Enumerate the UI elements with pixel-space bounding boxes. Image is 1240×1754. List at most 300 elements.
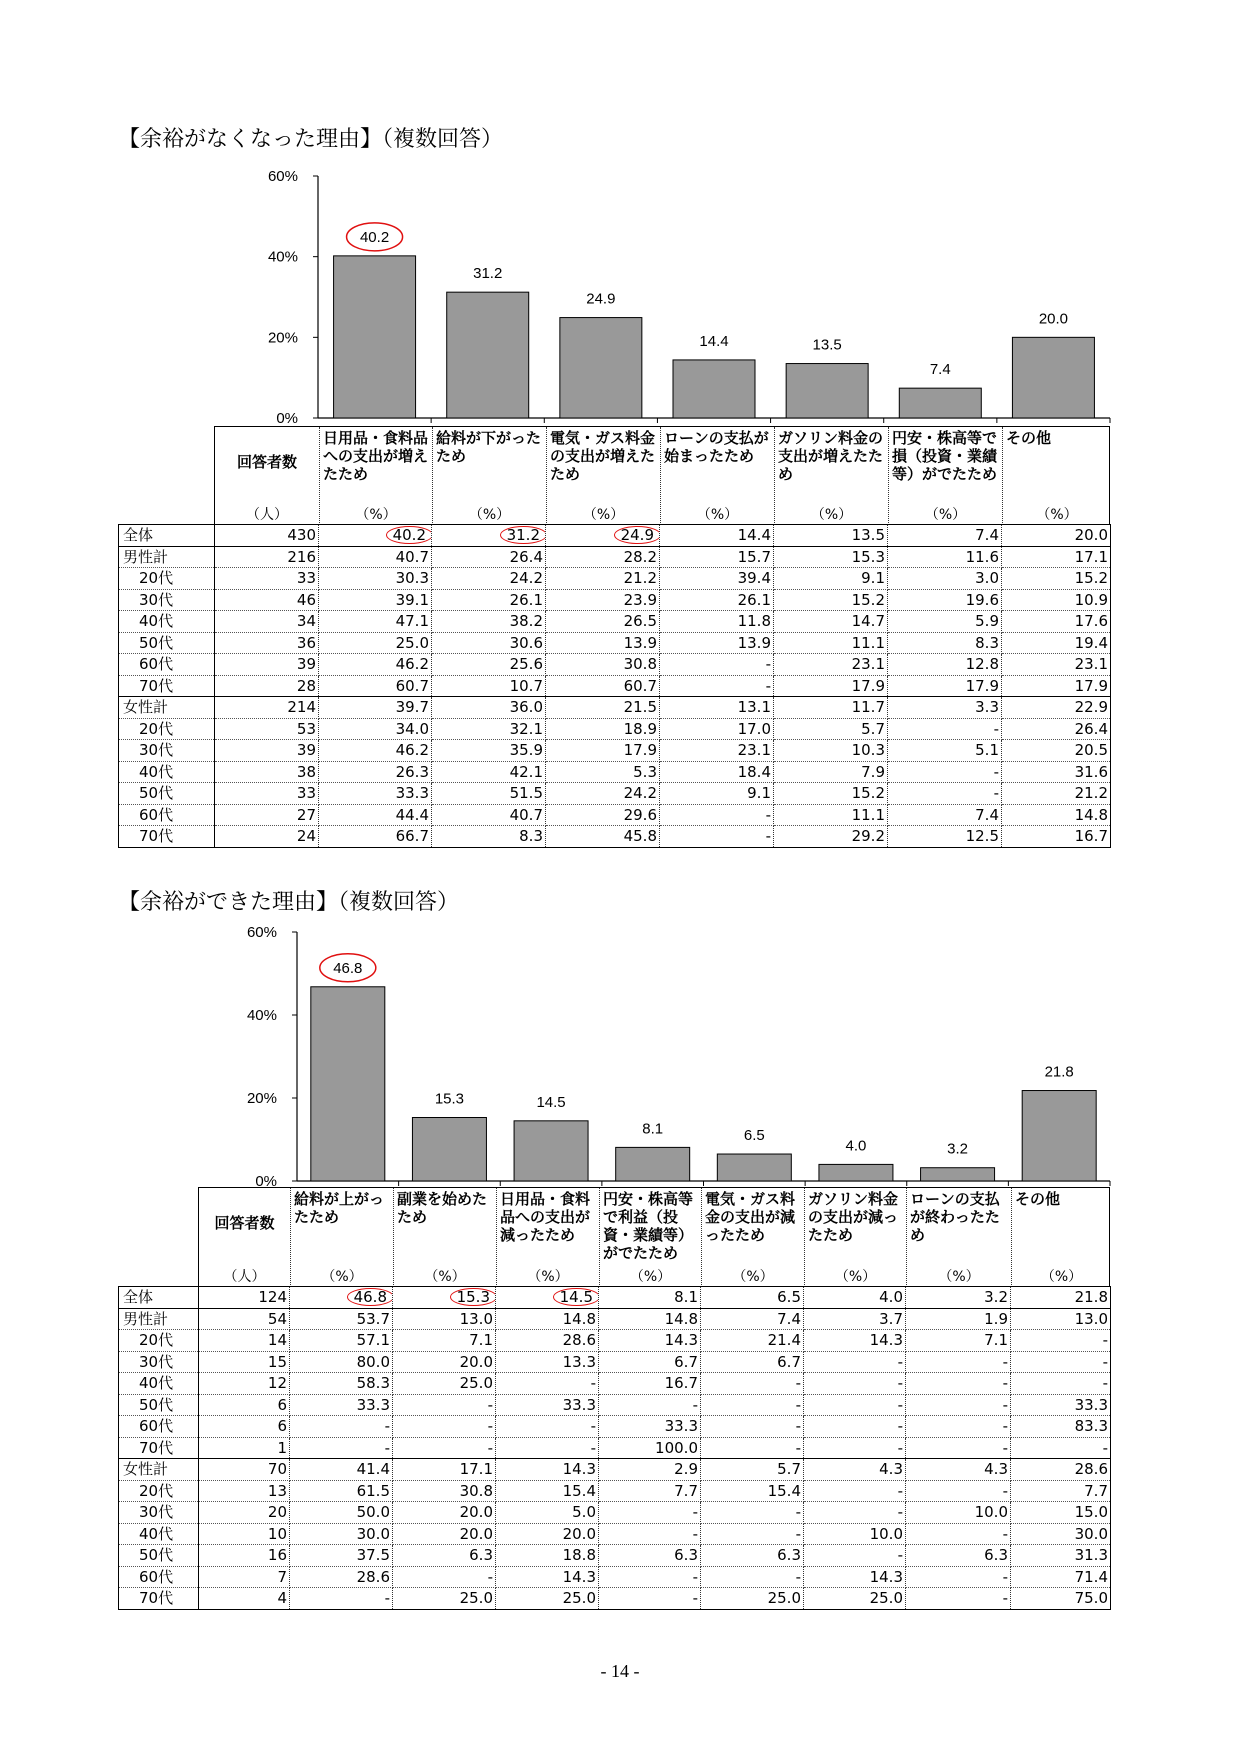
percent-cell: - <box>701 1523 804 1545</box>
percent-cell: 13.0 <box>1011 1308 1111 1330</box>
percent-cell: 51.5 <box>432 783 546 805</box>
table-row <box>119 1480 1111 1502</box>
percent-cell: - <box>804 1502 906 1524</box>
percent-cell: - <box>906 1351 1011 1373</box>
percent-cell: 10.0 <box>804 1523 906 1545</box>
percent-cell: 66.7 <box>319 826 432 848</box>
table-row <box>119 783 1111 805</box>
percent-cell: 17.9 <box>888 675 1002 697</box>
percent-cell: 23.1 <box>774 654 888 676</box>
row-label: 70代 <box>119 675 215 697</box>
percent-cell: 5.1 <box>888 740 1002 762</box>
row-label: 30代 <box>119 740 215 762</box>
header-column <box>1011 1188 1111 1287</box>
respondent-count: 216 <box>215 546 319 568</box>
table-row <box>119 718 1111 740</box>
percent-cell: 23.9 <box>546 589 660 611</box>
percent-cell: 7.9 <box>774 761 888 783</box>
percent-cell: 17.6 <box>1002 611 1111 633</box>
percent-cell: 6.7 <box>701 1351 804 1373</box>
percent-cell <box>319 525 432 547</box>
percent-cell: 14.8 <box>1002 804 1111 826</box>
percent-cell: 8.3 <box>888 632 1002 654</box>
header-column <box>1002 427 1111 525</box>
percent-cell: - <box>599 1566 701 1588</box>
percent-cell: 26.4 <box>432 546 546 568</box>
percent-cell: 15.2 <box>774 589 888 611</box>
header-respondents <box>199 1188 290 1287</box>
percent-cell: 5.7 <box>774 718 888 740</box>
chart1-data-label: 7.4 <box>929 361 951 379</box>
row-label: 40代 <box>119 1373 199 1395</box>
chart1-data-label: 20.0 <box>1038 310 1069 328</box>
respondent-count: 39 <box>215 654 319 676</box>
table-row <box>119 804 1111 826</box>
row-label: 60代 <box>119 654 215 676</box>
percent-cell: 50.0 <box>290 1502 393 1524</box>
table-row <box>119 1566 1111 1588</box>
percent-cell <box>496 1287 599 1309</box>
percent-cell: 5.9 <box>888 611 1002 633</box>
percent-cell: 20.5 <box>1002 740 1111 762</box>
percent-cell: 20.0 <box>496 1523 599 1545</box>
percent-cell: 7.1 <box>906 1330 1011 1352</box>
percent-cell: - <box>701 1416 804 1438</box>
percent-cell: - <box>393 1437 496 1459</box>
header-column <box>774 427 888 525</box>
percent-cell: 18.4 <box>660 761 774 783</box>
respondent-count: 124 <box>199 1287 290 1309</box>
percent-cell: 25.0 <box>319 632 432 654</box>
percent-cell: - <box>888 718 1002 740</box>
percent-cell: 14.3 <box>804 1330 906 1352</box>
percent-cell: - <box>906 1416 1011 1438</box>
chart1-bar <box>334 256 416 418</box>
header-column <box>660 427 774 525</box>
percent-cell: 14.8 <box>599 1308 701 1330</box>
percent-cell: - <box>660 654 774 676</box>
respondent-count: 13 <box>199 1480 290 1502</box>
row-label: 70代 <box>119 826 215 848</box>
respondent-count: 214 <box>215 697 319 719</box>
chart2-data-label: 6.5 <box>743 1127 765 1145</box>
percent-cell: 83.3 <box>1011 1416 1111 1438</box>
percent-cell: 33.3 <box>599 1416 701 1438</box>
percent-cell: 15.0 <box>1011 1502 1111 1524</box>
percent-cell: 15.2 <box>774 783 888 805</box>
respondent-count: 33 <box>215 568 319 590</box>
percent-cell: 25.0 <box>393 1588 496 1610</box>
table-row <box>119 611 1111 633</box>
percent-cell: 8.3 <box>432 826 546 848</box>
respondent-count: 6 <box>199 1416 290 1438</box>
table-row <box>119 1523 1111 1545</box>
percent-cell: - <box>701 1394 804 1416</box>
percent-cell: 15.2 <box>1002 568 1111 590</box>
percent-cell: 13.1 <box>660 697 774 719</box>
respondent-count: 16 <box>199 1545 290 1567</box>
percent-cell: 10.7 <box>432 675 546 697</box>
percent-cell: - <box>906 1566 1011 1588</box>
percent-cell: 5.0 <box>496 1502 599 1524</box>
chart1-data-label: 24.9 <box>586 290 616 308</box>
chart2-data-label: 15.3 <box>434 1090 465 1108</box>
percent-cell: 20.0 <box>393 1502 496 1524</box>
percent-cell: 4.3 <box>906 1459 1011 1481</box>
chart2-data-label: 4.0 <box>845 1137 867 1155</box>
percent-cell: 37.5 <box>290 1545 393 1567</box>
header-column-unit: （%） <box>924 507 967 523</box>
chart2-y-tick-label: 20% <box>246 1090 277 1107</box>
percent-cell: 14.7 <box>774 611 888 633</box>
row-label: 30代 <box>119 1502 199 1524</box>
percent-cell: 7.7 <box>599 1480 701 1502</box>
respondent-count: 70 <box>199 1459 290 1481</box>
percent-cell: - <box>660 675 774 697</box>
chart2-y-tick-label: 40% <box>246 1007 277 1024</box>
header-column-label: 電気・ガス料金の支出が減ったため <box>705 1190 796 1244</box>
percent-cell: 9.1 <box>774 568 888 590</box>
percent-cell: - <box>1011 1437 1111 1459</box>
chart1-y-tick-label: 0% <box>276 410 298 427</box>
header-column-label: 電気・ガス料金の支出が増えたため <box>550 429 656 483</box>
header-column-unit: （%） <box>629 1269 672 1285</box>
table-row <box>119 1373 1111 1395</box>
percent-cell: 7.4 <box>888 804 1002 826</box>
percent-cell: 60.7 <box>546 675 660 697</box>
percent-cell: 44.4 <box>319 804 432 826</box>
percent-cell: 58.3 <box>290 1373 393 1395</box>
percent-cell: 25.6 <box>432 654 546 676</box>
highlight-ring: 24.9 <box>614 526 660 544</box>
percent-cell: 22.9 <box>1002 697 1111 719</box>
table-row <box>119 1416 1111 1438</box>
chart1-data-label: 40.2 <box>359 228 390 246</box>
percent-cell: 30.3 <box>319 568 432 590</box>
row-label: 女性計 <box>119 1459 199 1481</box>
percent-cell: 16.7 <box>599 1373 701 1395</box>
header-column-unit: （%） <box>696 507 739 523</box>
percent-cell: 17.9 <box>1002 675 1111 697</box>
chart2-bar <box>819 1164 893 1181</box>
header-column-label: 副業を始めたため <box>397 1190 488 1226</box>
header-column-unit: （%） <box>1036 507 1078 523</box>
chart1-bar <box>899 388 981 418</box>
percent-cell: 25.0 <box>804 1588 906 1610</box>
percent-cell: 30.8 <box>546 654 660 676</box>
percent-cell: 18.9 <box>546 718 660 740</box>
chart2-bar <box>616 1147 690 1181</box>
percent-cell: 11.8 <box>660 611 774 633</box>
percent-cell: 80.0 <box>290 1351 393 1373</box>
percent-cell: 19.6 <box>888 589 1002 611</box>
percent-cell: 23.1 <box>1002 654 1111 676</box>
chart1-y-tick-label: 60% <box>267 168 298 185</box>
respondent-count: 27 <box>215 804 319 826</box>
chart1-bar <box>673 360 755 418</box>
percent-cell <box>546 525 660 547</box>
respondent-count: 53 <box>215 718 319 740</box>
percent-cell: 19.4 <box>1002 632 1111 654</box>
percent-cell: 42.1 <box>432 761 546 783</box>
percent-cell: - <box>906 1480 1011 1502</box>
percent-cell: 17.0 <box>660 718 774 740</box>
header-column <box>546 427 660 525</box>
header-column <box>496 1188 599 1287</box>
row-label: 20代 <box>119 1480 199 1502</box>
chart2-y-tick-label: 0% <box>255 1173 277 1190</box>
percent-cell: 14.3 <box>496 1459 599 1481</box>
chart2-bar <box>921 1168 995 1181</box>
chart2-bar <box>412 1118 486 1181</box>
percent-cell: 3.3 <box>888 697 1002 719</box>
row-label: 20代 <box>119 568 215 590</box>
percent-cell: 12.8 <box>888 654 1002 676</box>
chart1-data-label: 13.5 <box>812 336 842 354</box>
chart1-data-label: 31.2 <box>473 265 503 283</box>
percent-cell: 6.7 <box>599 1351 701 1373</box>
chart1-bar <box>1012 337 1094 418</box>
header-respondents <box>215 427 319 525</box>
row-label: 全体 <box>119 525 215 547</box>
percent-cell: - <box>599 1394 701 1416</box>
percent-cell <box>432 525 546 547</box>
row-label: 男性計 <box>119 546 215 568</box>
percent-cell: 7.1 <box>393 1330 496 1352</box>
percent-cell: 46.2 <box>319 740 432 762</box>
percent-cell: - <box>496 1373 599 1395</box>
row-label: 50代 <box>119 783 215 805</box>
percent-cell: 21.4 <box>701 1330 804 1352</box>
header-column-unit: （%） <box>355 507 397 523</box>
percent-cell: 24.2 <box>432 568 546 590</box>
table-row <box>119 740 1111 762</box>
percent-cell: 31.6 <box>1002 761 1111 783</box>
percent-cell: 25.0 <box>496 1588 599 1610</box>
table-row <box>119 589 1111 611</box>
row-label: 50代 <box>119 1545 199 1567</box>
percent-cell: 12.5 <box>888 826 1002 848</box>
percent-cell: - <box>1011 1330 1111 1352</box>
percent-cell: - <box>701 1566 804 1588</box>
header-column-unit: （%） <box>424 1269 466 1285</box>
header-column-unit: （%） <box>527 1269 569 1285</box>
percent-cell: 29.6 <box>546 804 660 826</box>
chart2-y-tick-label: 60% <box>246 924 277 941</box>
percent-cell: 61.5 <box>290 1480 393 1502</box>
percent-cell: 11.1 <box>774 632 888 654</box>
header-column <box>393 1188 496 1287</box>
percent-cell: 28.6 <box>290 1566 393 1588</box>
percent-cell: 33.3 <box>290 1394 393 1416</box>
percent-cell: 28.6 <box>1011 1459 1111 1481</box>
header-respondents-unit: （人） <box>246 507 288 523</box>
header-column-label: 日用品・食料品への支出が増えたため <box>323 429 429 483</box>
header-column <box>888 427 1002 525</box>
percent-cell: 10.0 <box>906 1502 1011 1524</box>
percent-cell: 9.1 <box>660 783 774 805</box>
header-column-label: ローンの支払が始まったため <box>664 429 769 465</box>
row-label: 40代 <box>119 611 215 633</box>
highlight-ring: 14.5 <box>553 1288 599 1306</box>
table-row <box>119 654 1111 676</box>
percent-cell: - <box>290 1588 393 1610</box>
percent-cell: 33.3 <box>319 783 432 805</box>
percent-cell: 31.3 <box>1011 1545 1111 1567</box>
percent-cell: - <box>804 1351 906 1373</box>
header-column-unit: （%） <box>938 1269 980 1285</box>
percent-cell: 25.0 <box>393 1373 496 1395</box>
header-column-unit: （%） <box>732 1269 774 1285</box>
percent-cell: 3.2 <box>906 1287 1011 1309</box>
percent-cell: - <box>888 761 1002 783</box>
percent-cell: - <box>906 1437 1011 1459</box>
table-row <box>119 1545 1111 1567</box>
percent-cell: - <box>393 1416 496 1438</box>
percent-cell: 7.4 <box>701 1308 804 1330</box>
percent-cell: - <box>701 1437 804 1459</box>
percent-cell: 45.8 <box>546 826 660 848</box>
percent-cell: 39.1 <box>319 589 432 611</box>
percent-cell: 28.2 <box>546 546 660 568</box>
section2-table <box>118 1286 1111 1610</box>
section1-table-header <box>214 426 1110 525</box>
percent-cell: 14.3 <box>496 1566 599 1588</box>
percent-cell: 24.2 <box>546 783 660 805</box>
percent-cell: 39.7 <box>319 697 432 719</box>
percent-cell: 6.5 <box>701 1287 804 1309</box>
percent-cell: 14.3 <box>599 1330 701 1352</box>
percent-cell: 2.9 <box>599 1459 701 1481</box>
percent-cell: 8.1 <box>599 1287 701 1309</box>
chart2-data-label: 14.5 <box>536 1093 566 1111</box>
percent-cell: 26.1 <box>660 589 774 611</box>
row-label: 30代 <box>119 1351 199 1373</box>
respondent-count: 36 <box>215 632 319 654</box>
respondent-count: 20 <box>199 1502 290 1524</box>
percent-cell: 21.5 <box>546 697 660 719</box>
percent-cell: 28.6 <box>496 1330 599 1352</box>
percent-cell: 4.3 <box>804 1459 906 1481</box>
header-column <box>599 1188 701 1287</box>
percent-cell: - <box>804 1394 906 1416</box>
row-label: 40代 <box>119 1523 199 1545</box>
percent-cell: - <box>599 1588 701 1610</box>
table-row <box>119 826 1111 848</box>
percent-cell: 30.0 <box>1011 1523 1111 1545</box>
percent-cell: 14.8 <box>496 1308 599 1330</box>
percent-cell: 10.9 <box>1002 589 1111 611</box>
percent-cell <box>290 1287 393 1309</box>
respondent-count: 28 <box>215 675 319 697</box>
chart1-bar <box>560 318 642 418</box>
percent-cell: 40.7 <box>432 804 546 826</box>
percent-cell: 46.2 <box>319 654 432 676</box>
percent-cell: - <box>906 1588 1011 1610</box>
percent-cell: 57.1 <box>290 1330 393 1352</box>
percent-cell: - <box>804 1480 906 1502</box>
table-row <box>119 632 1111 654</box>
percent-cell: 23.1 <box>660 740 774 762</box>
header-column-label: その他 <box>1006 429 1052 447</box>
respondent-count: 10 <box>199 1523 290 1545</box>
percent-cell: - <box>660 826 774 848</box>
table-row <box>119 568 1111 590</box>
highlight-ring: 40.2 <box>386 526 432 544</box>
percent-cell: 25.0 <box>701 1588 804 1610</box>
percent-cell: 3.0 <box>888 568 1002 590</box>
row-label: 20代 <box>119 1330 199 1352</box>
percent-cell: 20.0 <box>393 1351 496 1373</box>
percent-cell: - <box>906 1523 1011 1545</box>
header-respondents-unit: （人） <box>223 1269 266 1285</box>
table-row <box>119 1459 1111 1481</box>
row-label: 70代 <box>119 1588 199 1610</box>
percent-cell: 17.1 <box>393 1459 496 1481</box>
percent-cell: - <box>1011 1351 1111 1373</box>
respondent-count: 4 <box>199 1588 290 1610</box>
percent-cell: - <box>1011 1373 1111 1395</box>
header-column-unit: （%） <box>810 507 853 523</box>
percent-cell: 39.4 <box>660 568 774 590</box>
respondent-count: 39 <box>215 740 319 762</box>
percent-cell: 29.2 <box>774 826 888 848</box>
respondent-count: 430 <box>215 525 319 547</box>
percent-cell: 18.8 <box>496 1545 599 1567</box>
chart2-data-label: 3.2 <box>947 1140 968 1158</box>
table-row <box>119 1330 1111 1352</box>
row-label: 60代 <box>119 1566 199 1588</box>
header-column-label: 円安・株高等で損（投資・業績等）がでたため <box>892 429 998 483</box>
respondent-count: 54 <box>199 1308 290 1330</box>
percent-cell: 7.4 <box>888 525 1002 547</box>
highlight-ring: 31.2 <box>500 526 546 544</box>
percent-cell: 21.8 <box>1011 1287 1111 1309</box>
chart1-data-label: 14.4 <box>699 332 729 350</box>
percent-cell: 100.0 <box>599 1437 701 1459</box>
percent-cell: 5.7 <box>701 1459 804 1481</box>
percent-cell: 11.6 <box>888 546 1002 568</box>
header-column-label: ガソリン料金の支出が増えたため <box>778 429 884 483</box>
chart1-bar <box>447 292 529 418</box>
percent-cell: - <box>701 1502 804 1524</box>
respondent-count: 24 <box>215 826 319 848</box>
chart1-bar <box>786 364 868 418</box>
header-column-label: ローンの支払が終わったため <box>910 1190 1000 1244</box>
table-row <box>119 675 1111 697</box>
percent-cell: 35.9 <box>432 740 546 762</box>
row-label: 50代 <box>119 1394 199 1416</box>
row-label: 60代 <box>119 804 215 826</box>
percent-cell: 30.8 <box>393 1480 496 1502</box>
percent-cell: 13.5 <box>774 525 888 547</box>
percent-cell: 33.3 <box>1011 1394 1111 1416</box>
respondent-count: 38 <box>215 761 319 783</box>
respondent-count: 34 <box>215 611 319 633</box>
percent-cell: - <box>804 1437 906 1459</box>
section1-table <box>118 524 1111 848</box>
percent-cell: 17.1 <box>1002 546 1111 568</box>
percent-cell: - <box>496 1416 599 1438</box>
chart1-y-tick-label: 20% <box>267 329 298 347</box>
row-label: 30代 <box>119 589 215 611</box>
percent-cell: - <box>804 1416 906 1438</box>
percent-cell <box>393 1287 496 1309</box>
section2-table-header <box>198 1187 1110 1287</box>
page-number: - 14 - <box>600 1661 640 1681</box>
percent-cell: - <box>906 1373 1011 1395</box>
percent-cell: 15.7 <box>660 546 774 568</box>
